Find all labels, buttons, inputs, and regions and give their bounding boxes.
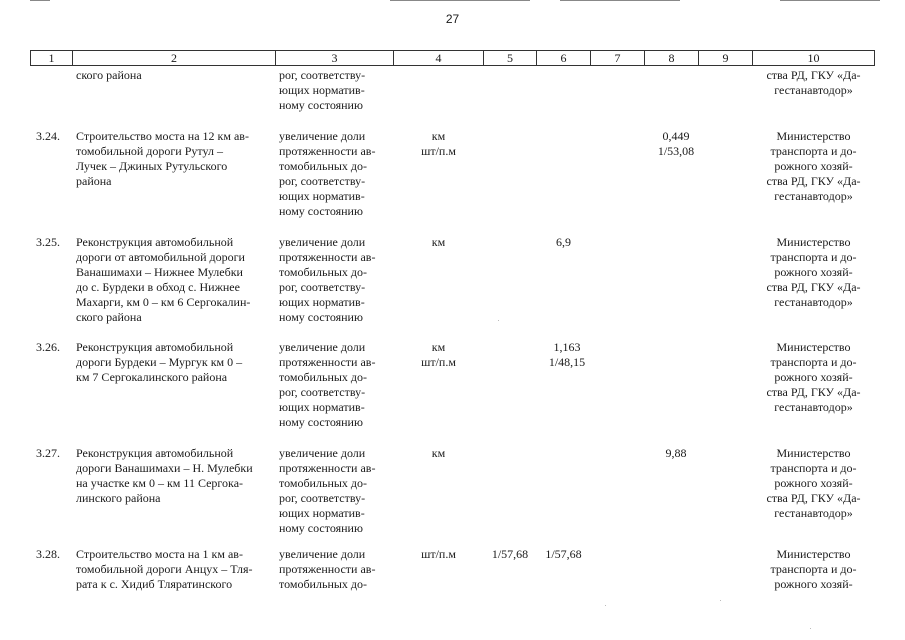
- header-col-1: 1: [48, 51, 55, 65]
- row-name: Реконструкция автомобильной дороги Бурдеки – Мургук км 0 – км 7 Сергокалинского района: [76, 340, 243, 384]
- scan-speck: [720, 600, 721, 601]
- scan-speck: [810, 628, 811, 629]
- scan-speck: [498, 320, 499, 321]
- row-indicator: увеличение доли протяженности ав- томобильных до-: [279, 547, 376, 591]
- row-col-8: 0,449 1/53,08: [657, 129, 695, 158]
- continuation-name: ского района: [76, 68, 142, 82]
- row-name: Реконструкция автомобильной дороги от автомобильной дороги Ванашимахи – Нижнее Мулебки до с. Бурдеки в обход с. Нижнее Махарги, км 0 – км 6 Сергокалин- ского района: [76, 235, 251, 324]
- row-col-6: 6,9: [556, 235, 571, 249]
- continuation-indicator: рог, соответству- ющих норматив- ному состоянию: [279, 68, 366, 112]
- row-indicator: увеличение доли протяженности ав- томобильных до- рог, соответству- ющих норматив- ному состоянию: [279, 235, 376, 324]
- header-col-6: 6: [560, 51, 567, 65]
- row-unit: км шт/п.м: [421, 129, 456, 158]
- header-col-5: 5: [507, 51, 513, 65]
- row-executor: Министерство транспорта и до- рожного хозяй- ства РД, ГКУ «Да- гестанавтодор»: [766, 129, 861, 203]
- row-col-6: 1/57,68: [545, 547, 582, 561]
- scan-speck: [605, 605, 606, 606]
- row-indicator: увеличение доли протяженности ав- томобильных до- рог, соответству- ющих норматив- ному состоянию: [279, 340, 376, 429]
- row-col-6: 1,163 1/48,15: [548, 340, 586, 369]
- row-unit: шт/п.м: [421, 547, 456, 561]
- row-number: 3.26.: [36, 340, 60, 354]
- row-executor: Министерство транспорта и до- рожного хозяй- ства РД, ГКУ «Да- гестанавтодор»: [766, 235, 861, 309]
- row-col-8: 9,88: [665, 446, 687, 460]
- row-executor: Министерство транспорта и до- рожного хозяй- ства РД, ГКУ «Да- гестанавтодор»: [766, 340, 861, 414]
- row-number: 3.24.: [36, 129, 60, 143]
- row-executor: Министерство транспорта и до- рожного хозяй-: [770, 547, 857, 591]
- row-indicator: увеличение доли протяженности ав- томобильных до- рог, соответству- ющих норматив- ному состоянию: [279, 129, 376, 218]
- header-col-2: 2: [171, 51, 177, 65]
- continuation-executor: ства РД, ГКУ «Да- гестанавтодор»: [766, 68, 861, 97]
- row-unit: км: [431, 235, 446, 249]
- row-unit: км шт/п.м: [421, 340, 456, 369]
- row-name: Строительство моста на 1 км ав- томобильной дороги Анцух – Тля- рата к с. Хидиб Тляратинского: [76, 547, 253, 591]
- row-number: 3.25.: [36, 235, 60, 249]
- header-col-4: 4: [435, 51, 442, 65]
- row-number: 3.27.: [36, 446, 60, 460]
- header-col-8: 8: [668, 51, 675, 65]
- row-col-5: 1/57,68: [491, 547, 529, 561]
- row-indicator: увеличение доли протяженности ав- томобильных до- рог, соответству- ющих норматив- ному состоянию: [279, 446, 376, 535]
- page-number: 27: [445, 12, 460, 26]
- header-col-10: 10: [807, 51, 820, 65]
- row-unit: км: [431, 446, 446, 460]
- header-col-7: 7: [614, 51, 621, 65]
- row-name: Реконструкция автомобильной дороги Ванашимахи – Н. Мулебки на участке км 0 – км 11 Сергока- линского района: [76, 446, 253, 505]
- row-number: 3.28.: [36, 547, 60, 561]
- row-executor: Министерство транспорта и до- рожного хозяй- ства РД, ГКУ «Да- гестанавтодор»: [766, 446, 861, 520]
- header-col-3: 3: [331, 51, 338, 65]
- header-col-9: 9: [722, 51, 729, 65]
- row-name: Строительство моста на 12 км ав- томобильной дороги Рутул – Лучек – Джиных Рутульского района: [76, 129, 249, 188]
